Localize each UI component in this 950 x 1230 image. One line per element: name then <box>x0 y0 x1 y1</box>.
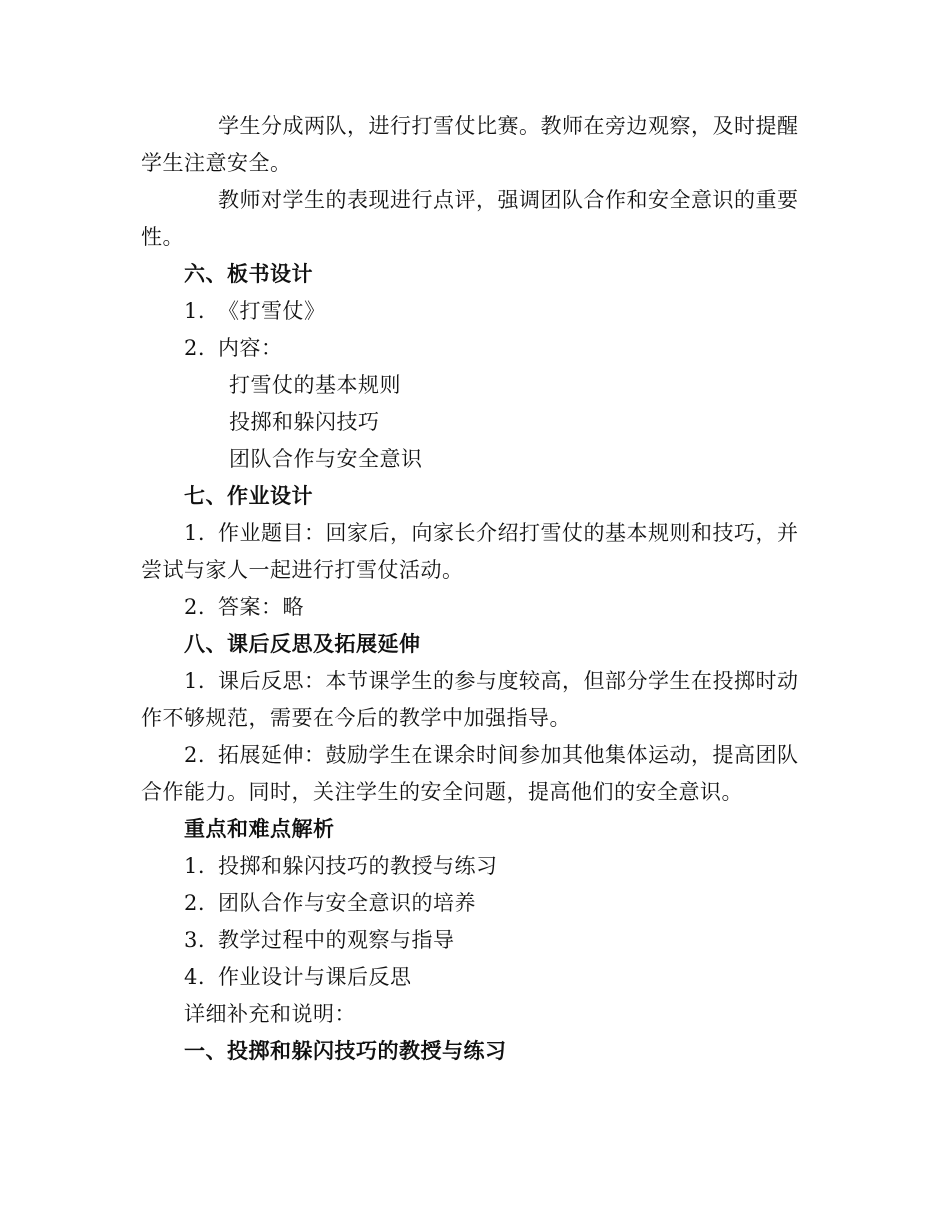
list-text: 教学过程中的观察与指导 <box>218 928 455 952</box>
list-item-continuation: 作不够规范，需要在今后的教学中加强指导。 <box>141 706 571 730</box>
list-number: 1. <box>184 854 206 878</box>
list-item <box>184 593 304 621</box>
list-item-continuation: 尝试与家人一起进行打雪仗活动。 <box>141 558 464 582</box>
list-item <box>184 667 799 695</box>
list-text: 课后反思：本节课学生的参与度较高，但部分学生在投掷时动 <box>218 669 799 693</box>
list-number: 2. <box>184 743 206 767</box>
section-heading: 七、作业设计 <box>184 483 313 508</box>
list-number: 1. <box>184 521 206 545</box>
list-item <box>184 926 455 954</box>
list-text: 投掷和躲闪技巧的教授与练习 <box>218 854 498 878</box>
list-item-continuation: 合作能力。同时，关注学生的安全问题，提高他们的安全意识。 <box>141 780 743 804</box>
list-item <box>184 334 283 362</box>
list-item <box>184 852 498 880</box>
section-heading: 一、投掷和躲闪技巧的教授与练习 <box>184 1038 507 1063</box>
list-item <box>184 963 412 991</box>
list-item <box>184 741 799 769</box>
section-heading: 重点和难点解析 <box>184 816 335 841</box>
section-heading: 八、课后反思及拓展延伸 <box>184 631 421 656</box>
list-item <box>184 519 799 547</box>
list-text: 《打雪仗》 <box>218 299 326 323</box>
sub-item: 团队合作与安全意识 <box>229 447 423 471</box>
list-text: 团队合作与安全意识的培养 <box>218 891 476 915</box>
list-number: 1. <box>184 669 206 693</box>
list-text: 内容： <box>218 336 283 360</box>
list-item <box>184 297 326 325</box>
section-heading: 六、板书设计 <box>184 261 313 286</box>
list-number: 2. <box>184 336 206 360</box>
list-number: 4. <box>184 965 206 989</box>
paragraph-text: 学生分成两队，进行打雪仗比赛。教师在旁边观察，及时提醒 <box>218 114 799 138</box>
list-text: 作业题目：回家后，向家长介绍打雪仗的基本规则和技巧，并 <box>218 521 799 545</box>
list-number: 2. <box>184 595 206 619</box>
list-text: 拓展延伸：鼓励学生在课余时间参加其他集体运动，提高团队 <box>218 743 799 767</box>
paragraph-text: 性。 <box>141 225 184 249</box>
supplement-label: 详细补充和说明： <box>184 1002 356 1026</box>
list-text: 作业设计与课后反思 <box>218 965 412 989</box>
list-text: 答案：略 <box>218 595 304 619</box>
sub-item: 打雪仗的基本规则 <box>229 373 401 397</box>
paragraph-text: 教师对学生的表现进行点评，强调团队合作和安全意识的重要 <box>218 188 799 212</box>
sub-item: 投掷和躲闪技巧 <box>229 410 380 434</box>
list-number: 3. <box>184 928 206 952</box>
list-item <box>184 889 476 917</box>
paragraph-text: 学生注意安全。 <box>141 151 292 175</box>
list-number: 1. <box>184 299 206 323</box>
list-number: 2. <box>184 891 206 915</box>
